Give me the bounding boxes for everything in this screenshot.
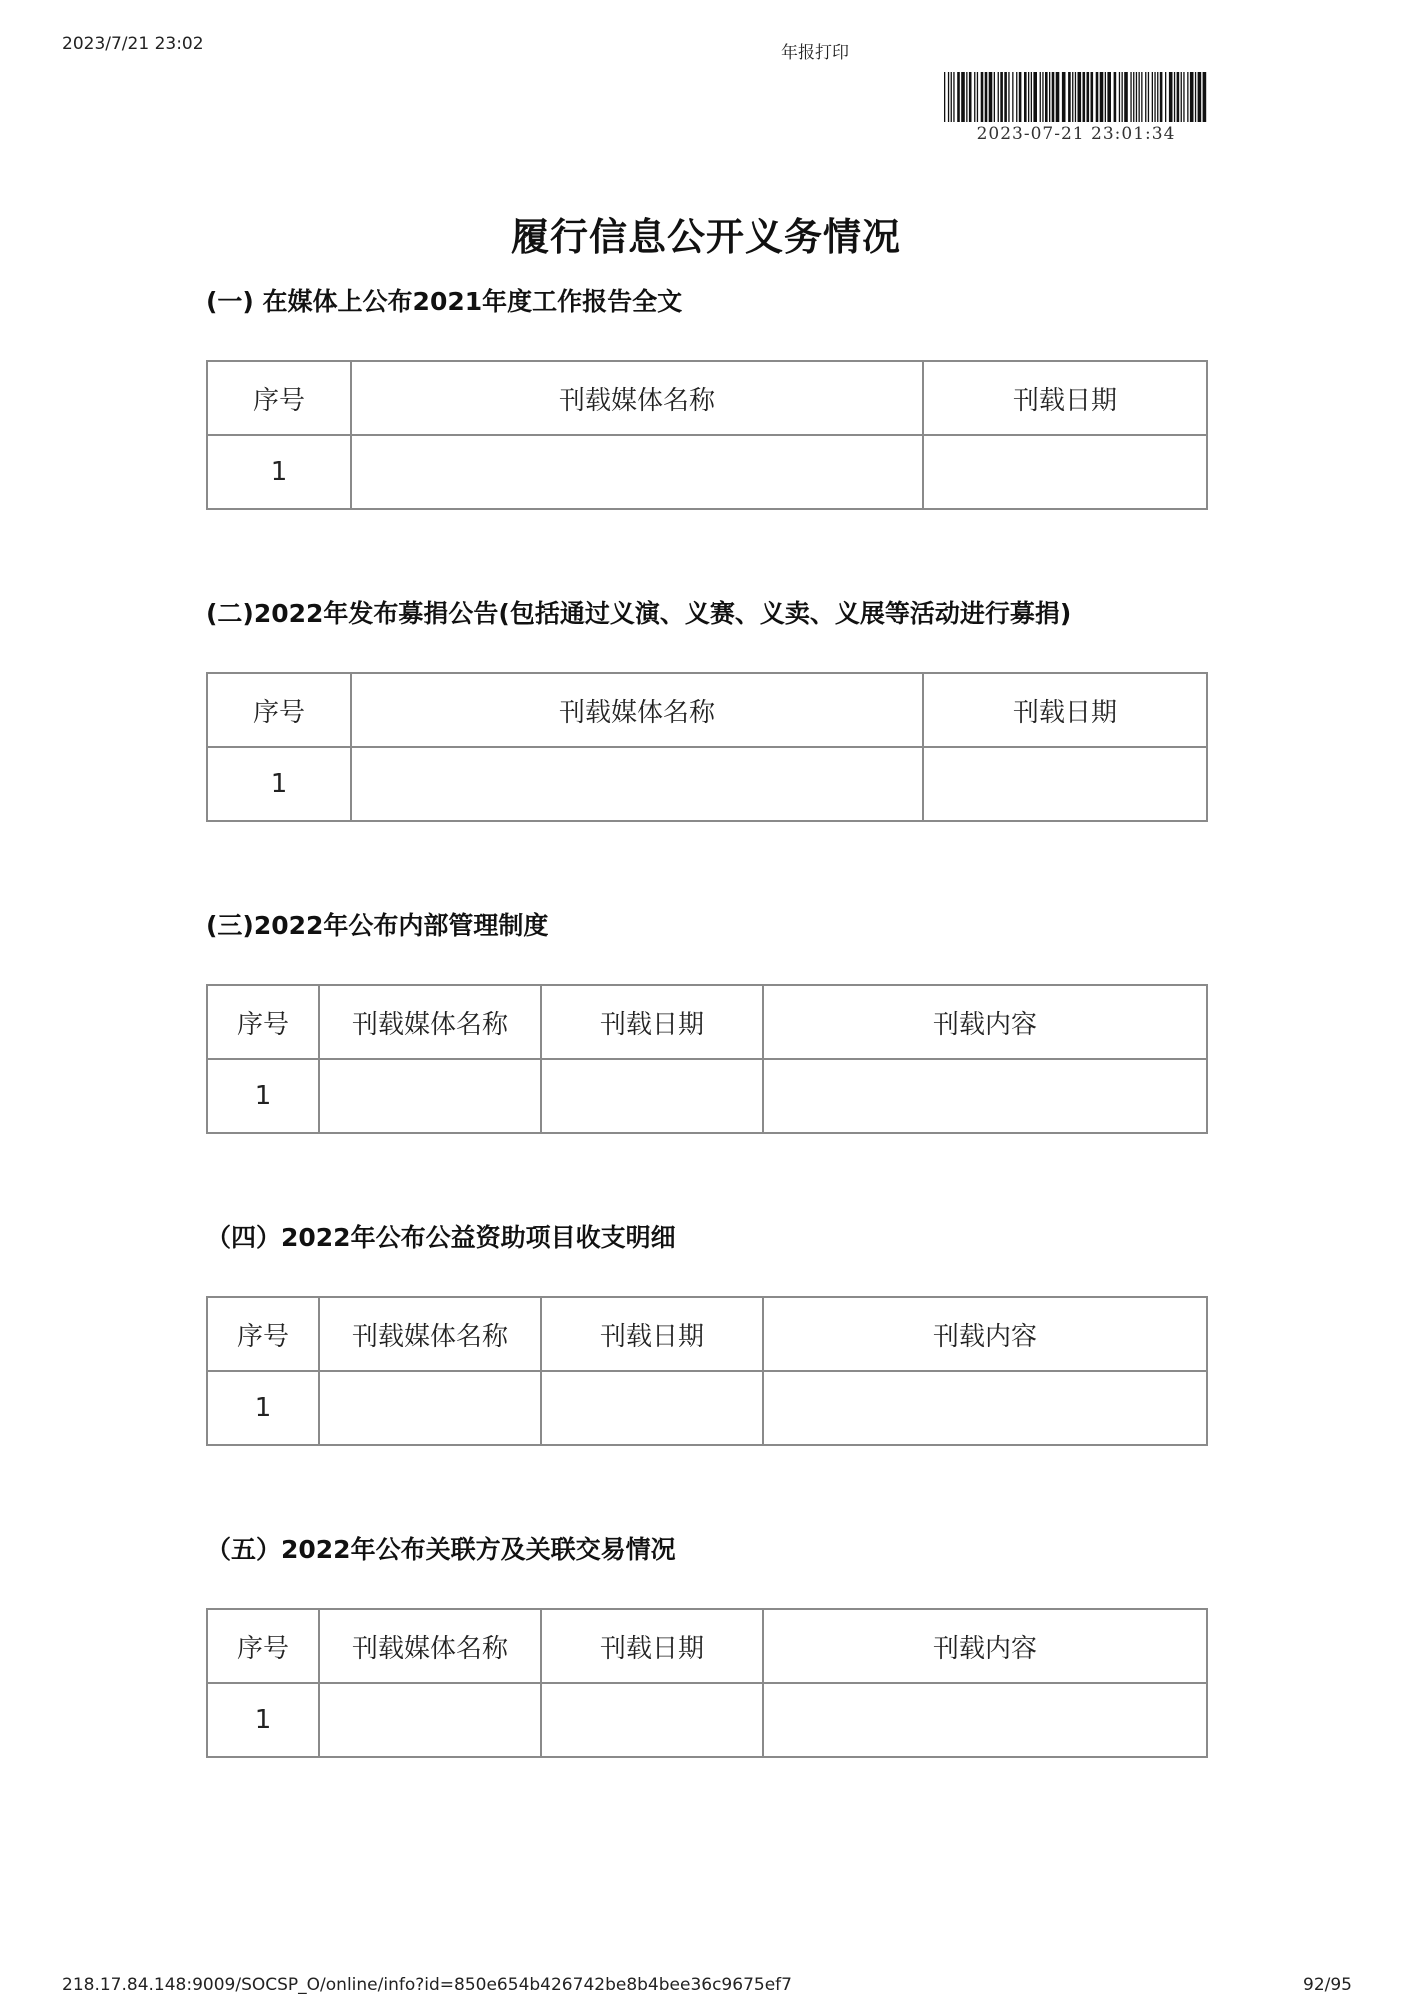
cell-index: 1 xyxy=(207,435,351,509)
cell-content xyxy=(763,1683,1207,1757)
column-header-date: 刊载日期 xyxy=(923,361,1207,435)
column-header-content: 刊载内容 xyxy=(763,1297,1207,1371)
page-title: 履行信息公开义务情况 xyxy=(510,215,901,259)
table-header-row xyxy=(207,361,1207,435)
section-1-table xyxy=(206,360,1208,510)
cell-date xyxy=(541,1683,763,1757)
table-row xyxy=(207,1683,1207,1757)
page-number: 92/95 xyxy=(1303,1975,1352,1995)
section-3-table xyxy=(206,984,1208,1134)
column-header-media-name: 刊载媒体名称 xyxy=(319,1609,541,1683)
table-row xyxy=(207,1059,1207,1133)
section-4-table xyxy=(206,1296,1208,1446)
section-2-table xyxy=(206,672,1208,822)
column-header-index: 序号 xyxy=(207,1609,319,1683)
cell-index: 1 xyxy=(207,1371,319,1445)
section-2-heading: (二)2022年发布募捐公告(包括通过义演、义赛、义卖、义展等活动进行募捐) xyxy=(206,599,1072,628)
column-header-content: 刊载内容 xyxy=(763,985,1207,1059)
cell-media-name xyxy=(351,435,923,509)
column-header-index: 序号 xyxy=(207,361,351,435)
cell-media-name xyxy=(351,747,923,821)
cell-index: 1 xyxy=(207,1059,319,1133)
cell-date xyxy=(541,1371,763,1445)
barcode-timestamp: 2023-07-21 23:01:34 xyxy=(976,124,1176,144)
column-header-media-name: 刊载媒体名称 xyxy=(351,673,923,747)
print-datetime: 2023/7/21 23:02 xyxy=(62,34,204,54)
cell-content xyxy=(763,1371,1207,1445)
cell-index: 1 xyxy=(207,747,351,821)
column-header-date: 刊载日期 xyxy=(541,1297,763,1371)
section-3-heading: (三)2022年公布内部管理制度 xyxy=(206,911,549,940)
table-row xyxy=(207,747,1207,821)
table-header-row xyxy=(207,985,1207,1059)
cell-date xyxy=(923,747,1207,821)
section-4-heading: （四）2022年公布公益资助项目收支明细 xyxy=(206,1223,676,1252)
column-header-index: 序号 xyxy=(207,1297,319,1371)
page-url: 218.17.84.148:9009/SOCSP_O/online/info?id=850e654b426742be8b4bee36c9675ef7 xyxy=(62,1975,792,1995)
column-header-media-name: 刊载媒体名称 xyxy=(319,1297,541,1371)
cell-content xyxy=(763,1059,1207,1133)
cell-media-name xyxy=(319,1371,541,1445)
column-header-media-name: 刊载媒体名称 xyxy=(319,985,541,1059)
barcode-image xyxy=(944,72,1208,122)
cell-date xyxy=(541,1059,763,1133)
print-page-title: 年报打印 xyxy=(781,43,849,63)
table-header-row xyxy=(207,1297,1207,1371)
column-header-index: 序号 xyxy=(207,985,319,1059)
column-header-date: 刊载日期 xyxy=(541,1609,763,1683)
column-header-index: 序号 xyxy=(207,673,351,747)
cell-index: 1 xyxy=(207,1683,319,1757)
column-header-media-name: 刊载媒体名称 xyxy=(351,361,923,435)
barcode-block xyxy=(944,72,1208,144)
table-row xyxy=(207,435,1207,509)
cell-media-name xyxy=(319,1683,541,1757)
section-1-heading: (一) 在媒体上公布2021年度工作报告全文 xyxy=(206,287,683,316)
column-header-date: 刊载日期 xyxy=(923,673,1207,747)
section-5-table xyxy=(206,1608,1208,1758)
table-row xyxy=(207,1371,1207,1445)
section-5-heading: （五）2022年公布关联方及关联交易情况 xyxy=(206,1535,676,1564)
column-header-content: 刊载内容 xyxy=(763,1609,1207,1683)
cell-date xyxy=(923,435,1207,509)
cell-media-name xyxy=(319,1059,541,1133)
table-header-row xyxy=(207,673,1207,747)
column-header-date: 刊载日期 xyxy=(541,985,763,1059)
table-header-row xyxy=(207,1609,1207,1683)
